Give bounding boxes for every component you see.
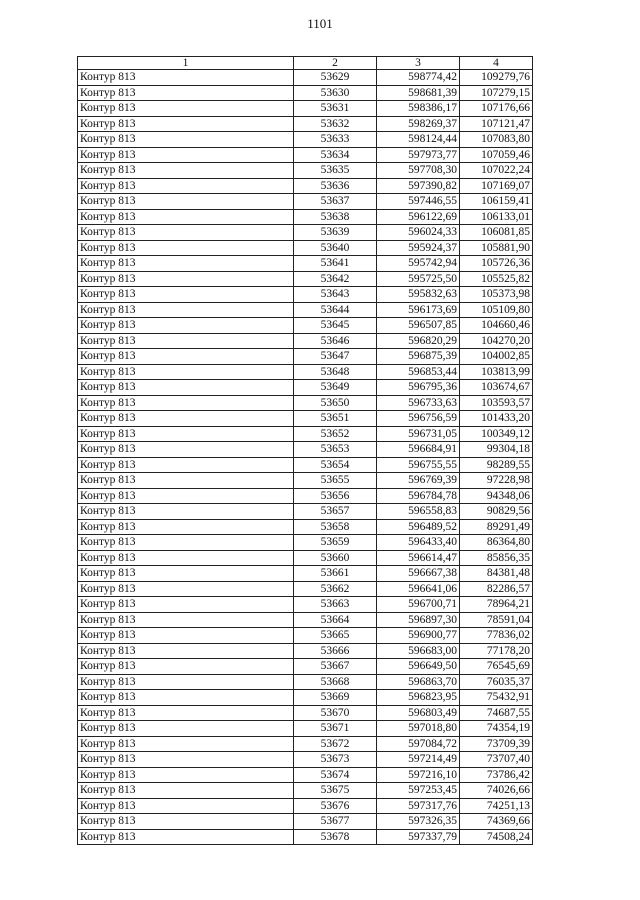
y-coordinate-cell: 104270,20 <box>460 333 533 349</box>
contour-name-cell: Контур 813 <box>78 85 294 101</box>
y-coordinate-cell: 86364,80 <box>460 535 533 551</box>
column-header-4: 4 <box>460 57 533 70</box>
point-number-cell: 53641 <box>294 256 377 272</box>
contour-name-cell: Контур 813 <box>78 504 294 520</box>
point-number-cell: 53667 <box>294 659 377 675</box>
point-number-cell: 53647 <box>294 349 377 365</box>
x-coordinate-cell: 597390,82 <box>377 178 460 194</box>
x-coordinate-cell: 597253,45 <box>377 783 460 799</box>
contour-name-cell: Контур 813 <box>78 380 294 396</box>
point-number-cell: 53660 <box>294 550 377 566</box>
contour-name-cell: Контур 813 <box>78 643 294 659</box>
table-row <box>78 752 533 768</box>
point-number-cell: 53653 <box>294 442 377 458</box>
table-row <box>78 535 533 551</box>
contour-name-cell: Контур 813 <box>78 690 294 706</box>
y-coordinate-cell: 98289,55 <box>460 457 533 473</box>
table-row <box>78 364 533 380</box>
point-number-cell: 53648 <box>294 364 377 380</box>
point-number-cell: 53656 <box>294 488 377 504</box>
point-number-cell: 53644 <box>294 302 377 318</box>
x-coordinate-cell: 598269,37 <box>377 116 460 132</box>
contour-name-cell: Контур 813 <box>78 426 294 442</box>
point-number-cell: 53678 <box>294 829 377 845</box>
point-number-cell: 53640 <box>294 240 377 256</box>
y-coordinate-cell: 78964,21 <box>460 597 533 613</box>
table-row <box>78 628 533 644</box>
contour-name-cell: Контур 813 <box>78 302 294 318</box>
column-header-1: 1 <box>78 57 294 70</box>
table-row <box>78 380 533 396</box>
point-number-cell: 53632 <box>294 116 377 132</box>
y-coordinate-cell: 78591,04 <box>460 612 533 628</box>
contour-name-cell: Контур 813 <box>78 442 294 458</box>
table-row <box>78 612 533 628</box>
table-row <box>78 194 533 210</box>
point-number-cell: 53635 <box>294 163 377 179</box>
x-coordinate-cell: 597084,72 <box>377 736 460 752</box>
x-coordinate-cell: 597214,49 <box>377 752 460 768</box>
contour-name-cell: Контур 813 <box>78 457 294 473</box>
x-coordinate-cell: 595832,63 <box>377 287 460 303</box>
table-row <box>78 349 533 365</box>
point-number-cell: 53629 <box>294 70 377 86</box>
table-row <box>78 814 533 830</box>
x-coordinate-cell: 598386,17 <box>377 101 460 117</box>
contour-name-cell: Контур 813 <box>78 705 294 721</box>
contour-name-cell: Контур 813 <box>78 132 294 148</box>
contour-name-cell: Контур 813 <box>78 411 294 427</box>
table-row <box>78 504 533 520</box>
y-coordinate-cell: 107121,47 <box>460 116 533 132</box>
y-coordinate-cell: 100349,12 <box>460 426 533 442</box>
coordinates-table <box>77 56 533 845</box>
x-coordinate-cell: 596667,38 <box>377 566 460 582</box>
contour-name-cell: Контур 813 <box>78 721 294 737</box>
x-coordinate-cell: 596684,91 <box>377 442 460 458</box>
contour-name-cell: Контур 813 <box>78 566 294 582</box>
x-coordinate-cell: 597326,35 <box>377 814 460 830</box>
contour-name-cell: Контур 813 <box>78 101 294 117</box>
y-coordinate-cell: 107169,07 <box>460 178 533 194</box>
contour-name-cell: Контур 813 <box>78 209 294 225</box>
x-coordinate-cell: 596700,71 <box>377 597 460 613</box>
x-coordinate-cell: 598681,39 <box>377 85 460 101</box>
y-coordinate-cell: 74508,24 <box>460 829 533 845</box>
x-coordinate-cell: 597446,55 <box>377 194 460 210</box>
point-number-cell: 53642 <box>294 271 377 287</box>
contour-name-cell: Контур 813 <box>78 364 294 380</box>
table-row <box>78 395 533 411</box>
point-number-cell: 53631 <box>294 101 377 117</box>
point-number-cell: 53633 <box>294 132 377 148</box>
table-row <box>78 271 533 287</box>
page-number: 1101 <box>307 16 333 31</box>
y-coordinate-cell: 89291,49 <box>460 519 533 535</box>
column-header-3: 3 <box>377 57 460 70</box>
table-row <box>78 550 533 566</box>
y-coordinate-cell: 103813,99 <box>460 364 533 380</box>
x-coordinate-cell: 596784,78 <box>377 488 460 504</box>
x-coordinate-cell: 596122,69 <box>377 209 460 225</box>
point-number-cell: 53675 <box>294 783 377 799</box>
point-number-cell: 53664 <box>294 612 377 628</box>
table-row <box>78 566 533 582</box>
contour-name-cell: Контур 813 <box>78 814 294 830</box>
y-coordinate-cell: 107083,80 <box>460 132 533 148</box>
point-number-cell: 53665 <box>294 628 377 644</box>
table-row <box>78 147 533 163</box>
point-number-cell: 53666 <box>294 643 377 659</box>
y-coordinate-cell: 74026,66 <box>460 783 533 799</box>
y-coordinate-cell: 106159,41 <box>460 194 533 210</box>
y-coordinate-cell: 106133,01 <box>460 209 533 225</box>
y-coordinate-cell: 105726,36 <box>460 256 533 272</box>
table-row <box>78 798 533 814</box>
y-coordinate-cell: 99304,18 <box>460 442 533 458</box>
y-coordinate-cell: 105525,82 <box>460 271 533 287</box>
contour-name-cell: Контур 813 <box>78 783 294 799</box>
point-number-cell: 53655 <box>294 473 377 489</box>
table-row <box>78 721 533 737</box>
table-row <box>78 581 533 597</box>
point-number-cell: 53634 <box>294 147 377 163</box>
table-row <box>78 426 533 442</box>
contour-name-cell: Контур 813 <box>78 674 294 690</box>
contour-name-cell: Контур 813 <box>78 178 294 194</box>
contour-name-cell: Контур 813 <box>78 736 294 752</box>
contour-name-cell: Контур 813 <box>78 628 294 644</box>
y-coordinate-cell: 77178,20 <box>460 643 533 659</box>
column-header-2: 2 <box>294 57 377 70</box>
y-coordinate-cell: 73709,39 <box>460 736 533 752</box>
y-coordinate-cell: 105109,80 <box>460 302 533 318</box>
y-coordinate-cell: 85856,35 <box>460 550 533 566</box>
table-row <box>78 829 533 845</box>
table-body <box>78 70 533 845</box>
x-coordinate-cell: 596823,95 <box>377 690 460 706</box>
table-row <box>78 333 533 349</box>
x-coordinate-cell: 596897,30 <box>377 612 460 628</box>
y-coordinate-cell: 107176,66 <box>460 101 533 117</box>
table-row <box>78 256 533 272</box>
point-number-cell: 53657 <box>294 504 377 520</box>
table-row <box>78 101 533 117</box>
x-coordinate-cell: 596558,83 <box>377 504 460 520</box>
table-row <box>78 736 533 752</box>
contour-name-cell: Контур 813 <box>78 333 294 349</box>
table-row <box>78 302 533 318</box>
point-number-cell: 53637 <box>294 194 377 210</box>
contour-name-cell: Контур 813 <box>78 473 294 489</box>
contour-name-cell: Контур 813 <box>78 287 294 303</box>
contour-name-cell: Контур 813 <box>78 116 294 132</box>
point-number-cell: 53638 <box>294 209 377 225</box>
y-coordinate-cell: 107059,46 <box>460 147 533 163</box>
table-row <box>78 442 533 458</box>
table-row <box>78 70 533 86</box>
contour-name-cell: Контур 813 <box>78 550 294 566</box>
table-row <box>78 457 533 473</box>
contour-name-cell: Контур 813 <box>78 659 294 675</box>
y-coordinate-cell: 97228,98 <box>460 473 533 489</box>
contour-name-cell: Контур 813 <box>78 395 294 411</box>
contour-name-cell: Контур 813 <box>78 798 294 814</box>
table-row <box>78 659 533 675</box>
table-row <box>78 597 533 613</box>
x-coordinate-cell: 596173,69 <box>377 302 460 318</box>
y-coordinate-cell: 74354,19 <box>460 721 533 737</box>
y-coordinate-cell: 74251,13 <box>460 798 533 814</box>
x-coordinate-cell: 596756,59 <box>377 411 460 427</box>
contour-name-cell: Контур 813 <box>78 612 294 628</box>
x-coordinate-cell: 596820,29 <box>377 333 460 349</box>
table-row <box>78 178 533 194</box>
point-number-cell: 53670 <box>294 705 377 721</box>
contour-name-cell: Контур 813 <box>78 256 294 272</box>
x-coordinate-cell: 596900,77 <box>377 628 460 644</box>
table-row <box>78 674 533 690</box>
point-number-cell: 53639 <box>294 225 377 241</box>
contour-name-cell: Контур 813 <box>78 597 294 613</box>
contour-name-cell: Контур 813 <box>78 488 294 504</box>
y-coordinate-cell: 76545,69 <box>460 659 533 675</box>
table-row <box>78 225 533 241</box>
table-row <box>78 240 533 256</box>
contour-name-cell: Контур 813 <box>78 767 294 783</box>
x-coordinate-cell: 596614,47 <box>377 550 460 566</box>
y-coordinate-cell: 94348,06 <box>460 488 533 504</box>
y-coordinate-cell: 107279,15 <box>460 85 533 101</box>
x-coordinate-cell: 596733,63 <box>377 395 460 411</box>
table-row <box>78 132 533 148</box>
contour-name-cell: Контур 813 <box>78 829 294 845</box>
y-coordinate-cell: 74687,55 <box>460 705 533 721</box>
y-coordinate-cell: 105373,98 <box>460 287 533 303</box>
x-coordinate-cell: 597317,76 <box>377 798 460 814</box>
contour-name-cell: Контур 813 <box>78 318 294 334</box>
contour-name-cell: Контур 813 <box>78 194 294 210</box>
x-coordinate-cell: 596795,36 <box>377 380 460 396</box>
y-coordinate-cell: 84381,48 <box>460 566 533 582</box>
table-row <box>78 411 533 427</box>
x-coordinate-cell: 595924,37 <box>377 240 460 256</box>
point-number-cell: 53646 <box>294 333 377 349</box>
x-coordinate-cell: 596024,33 <box>377 225 460 241</box>
x-coordinate-cell: 595742,94 <box>377 256 460 272</box>
point-number-cell: 53669 <box>294 690 377 706</box>
y-coordinate-cell: 104660,46 <box>460 318 533 334</box>
x-coordinate-cell: 596641,06 <box>377 581 460 597</box>
contour-name-cell: Контур 813 <box>78 271 294 287</box>
y-coordinate-cell: 75432,91 <box>460 690 533 706</box>
point-number-cell: 53659 <box>294 535 377 551</box>
table-row <box>78 488 533 504</box>
x-coordinate-cell: 596769,39 <box>377 473 460 489</box>
y-coordinate-cell: 74369,66 <box>460 814 533 830</box>
x-coordinate-cell: 597216,10 <box>377 767 460 783</box>
point-number-cell: 53630 <box>294 85 377 101</box>
point-number-cell: 53673 <box>294 752 377 768</box>
table-row <box>78 519 533 535</box>
y-coordinate-cell: 77836,02 <box>460 628 533 644</box>
x-coordinate-cell: 596489,52 <box>377 519 460 535</box>
contour-name-cell: Контур 813 <box>78 225 294 241</box>
contour-name-cell: Контур 813 <box>78 163 294 179</box>
table-row <box>78 116 533 132</box>
x-coordinate-cell: 596853,44 <box>377 364 460 380</box>
point-number-cell: 53674 <box>294 767 377 783</box>
point-number-cell: 53636 <box>294 178 377 194</box>
point-number-cell: 53649 <box>294 380 377 396</box>
table-row <box>78 705 533 721</box>
point-number-cell: 53652 <box>294 426 377 442</box>
y-coordinate-cell: 109279,76 <box>460 70 533 86</box>
y-coordinate-cell: 90829,56 <box>460 504 533 520</box>
table-row <box>78 767 533 783</box>
table-row <box>78 643 533 659</box>
point-number-cell: 53643 <box>294 287 377 303</box>
x-coordinate-cell: 596649,50 <box>377 659 460 675</box>
point-number-cell: 53645 <box>294 318 377 334</box>
contour-name-cell: Контур 813 <box>78 581 294 597</box>
table-row <box>78 690 533 706</box>
point-number-cell: 53651 <box>294 411 377 427</box>
x-coordinate-cell: 596803,49 <box>377 705 460 721</box>
y-coordinate-cell: 103593,57 <box>460 395 533 411</box>
point-number-cell: 53661 <box>294 566 377 582</box>
y-coordinate-cell: 104002,85 <box>460 349 533 365</box>
table-row <box>78 473 533 489</box>
contour-name-cell: Контур 813 <box>78 519 294 535</box>
y-coordinate-cell: 82286,57 <box>460 581 533 597</box>
table-row <box>78 163 533 179</box>
table-row <box>78 783 533 799</box>
y-coordinate-cell: 73707,40 <box>460 752 533 768</box>
x-coordinate-cell: 596863,70 <box>377 674 460 690</box>
y-coordinate-cell: 103674,67 <box>460 380 533 396</box>
table-row <box>78 85 533 101</box>
x-coordinate-cell: 597708,30 <box>377 163 460 179</box>
x-coordinate-cell: 598774,42 <box>377 70 460 86</box>
y-coordinate-cell: 107022,24 <box>460 163 533 179</box>
table-header-row <box>78 57 533 70</box>
point-number-cell: 53677 <box>294 814 377 830</box>
point-number-cell: 53658 <box>294 519 377 535</box>
x-coordinate-cell: 596731,05 <box>377 426 460 442</box>
x-coordinate-cell: 596433,40 <box>377 535 460 551</box>
y-coordinate-cell: 101433,20 <box>460 411 533 427</box>
y-coordinate-cell: 106081,85 <box>460 225 533 241</box>
point-number-cell: 53663 <box>294 597 377 613</box>
contour-name-cell: Контур 813 <box>78 70 294 86</box>
point-number-cell: 53662 <box>294 581 377 597</box>
x-coordinate-cell: 597337,79 <box>377 829 460 845</box>
point-number-cell: 53671 <box>294 721 377 737</box>
contour-name-cell: Контур 813 <box>78 147 294 163</box>
y-coordinate-cell: 73786,42 <box>460 767 533 783</box>
point-number-cell: 53650 <box>294 395 377 411</box>
x-coordinate-cell: 595725,50 <box>377 271 460 287</box>
x-coordinate-cell: 596507,85 <box>377 318 460 334</box>
point-number-cell: 53654 <box>294 457 377 473</box>
point-number-cell: 53676 <box>294 798 377 814</box>
table-row <box>78 318 533 334</box>
contour-name-cell: Контур 813 <box>78 349 294 365</box>
point-number-cell: 53668 <box>294 674 377 690</box>
x-coordinate-cell: 596755,55 <box>377 457 460 473</box>
y-coordinate-cell: 76035,37 <box>460 674 533 690</box>
contour-name-cell: Контур 813 <box>78 240 294 256</box>
contour-name-cell: Контур 813 <box>78 535 294 551</box>
table-row <box>78 287 533 303</box>
contour-name-cell: Контур 813 <box>78 752 294 768</box>
x-coordinate-cell: 596875,39 <box>377 349 460 365</box>
x-coordinate-cell: 596683,00 <box>377 643 460 659</box>
x-coordinate-cell: 598124,44 <box>377 132 460 148</box>
x-coordinate-cell: 597973,77 <box>377 147 460 163</box>
x-coordinate-cell: 597018,80 <box>377 721 460 737</box>
y-coordinate-cell: 105881,90 <box>460 240 533 256</box>
point-number-cell: 53672 <box>294 736 377 752</box>
table-row <box>78 209 533 225</box>
